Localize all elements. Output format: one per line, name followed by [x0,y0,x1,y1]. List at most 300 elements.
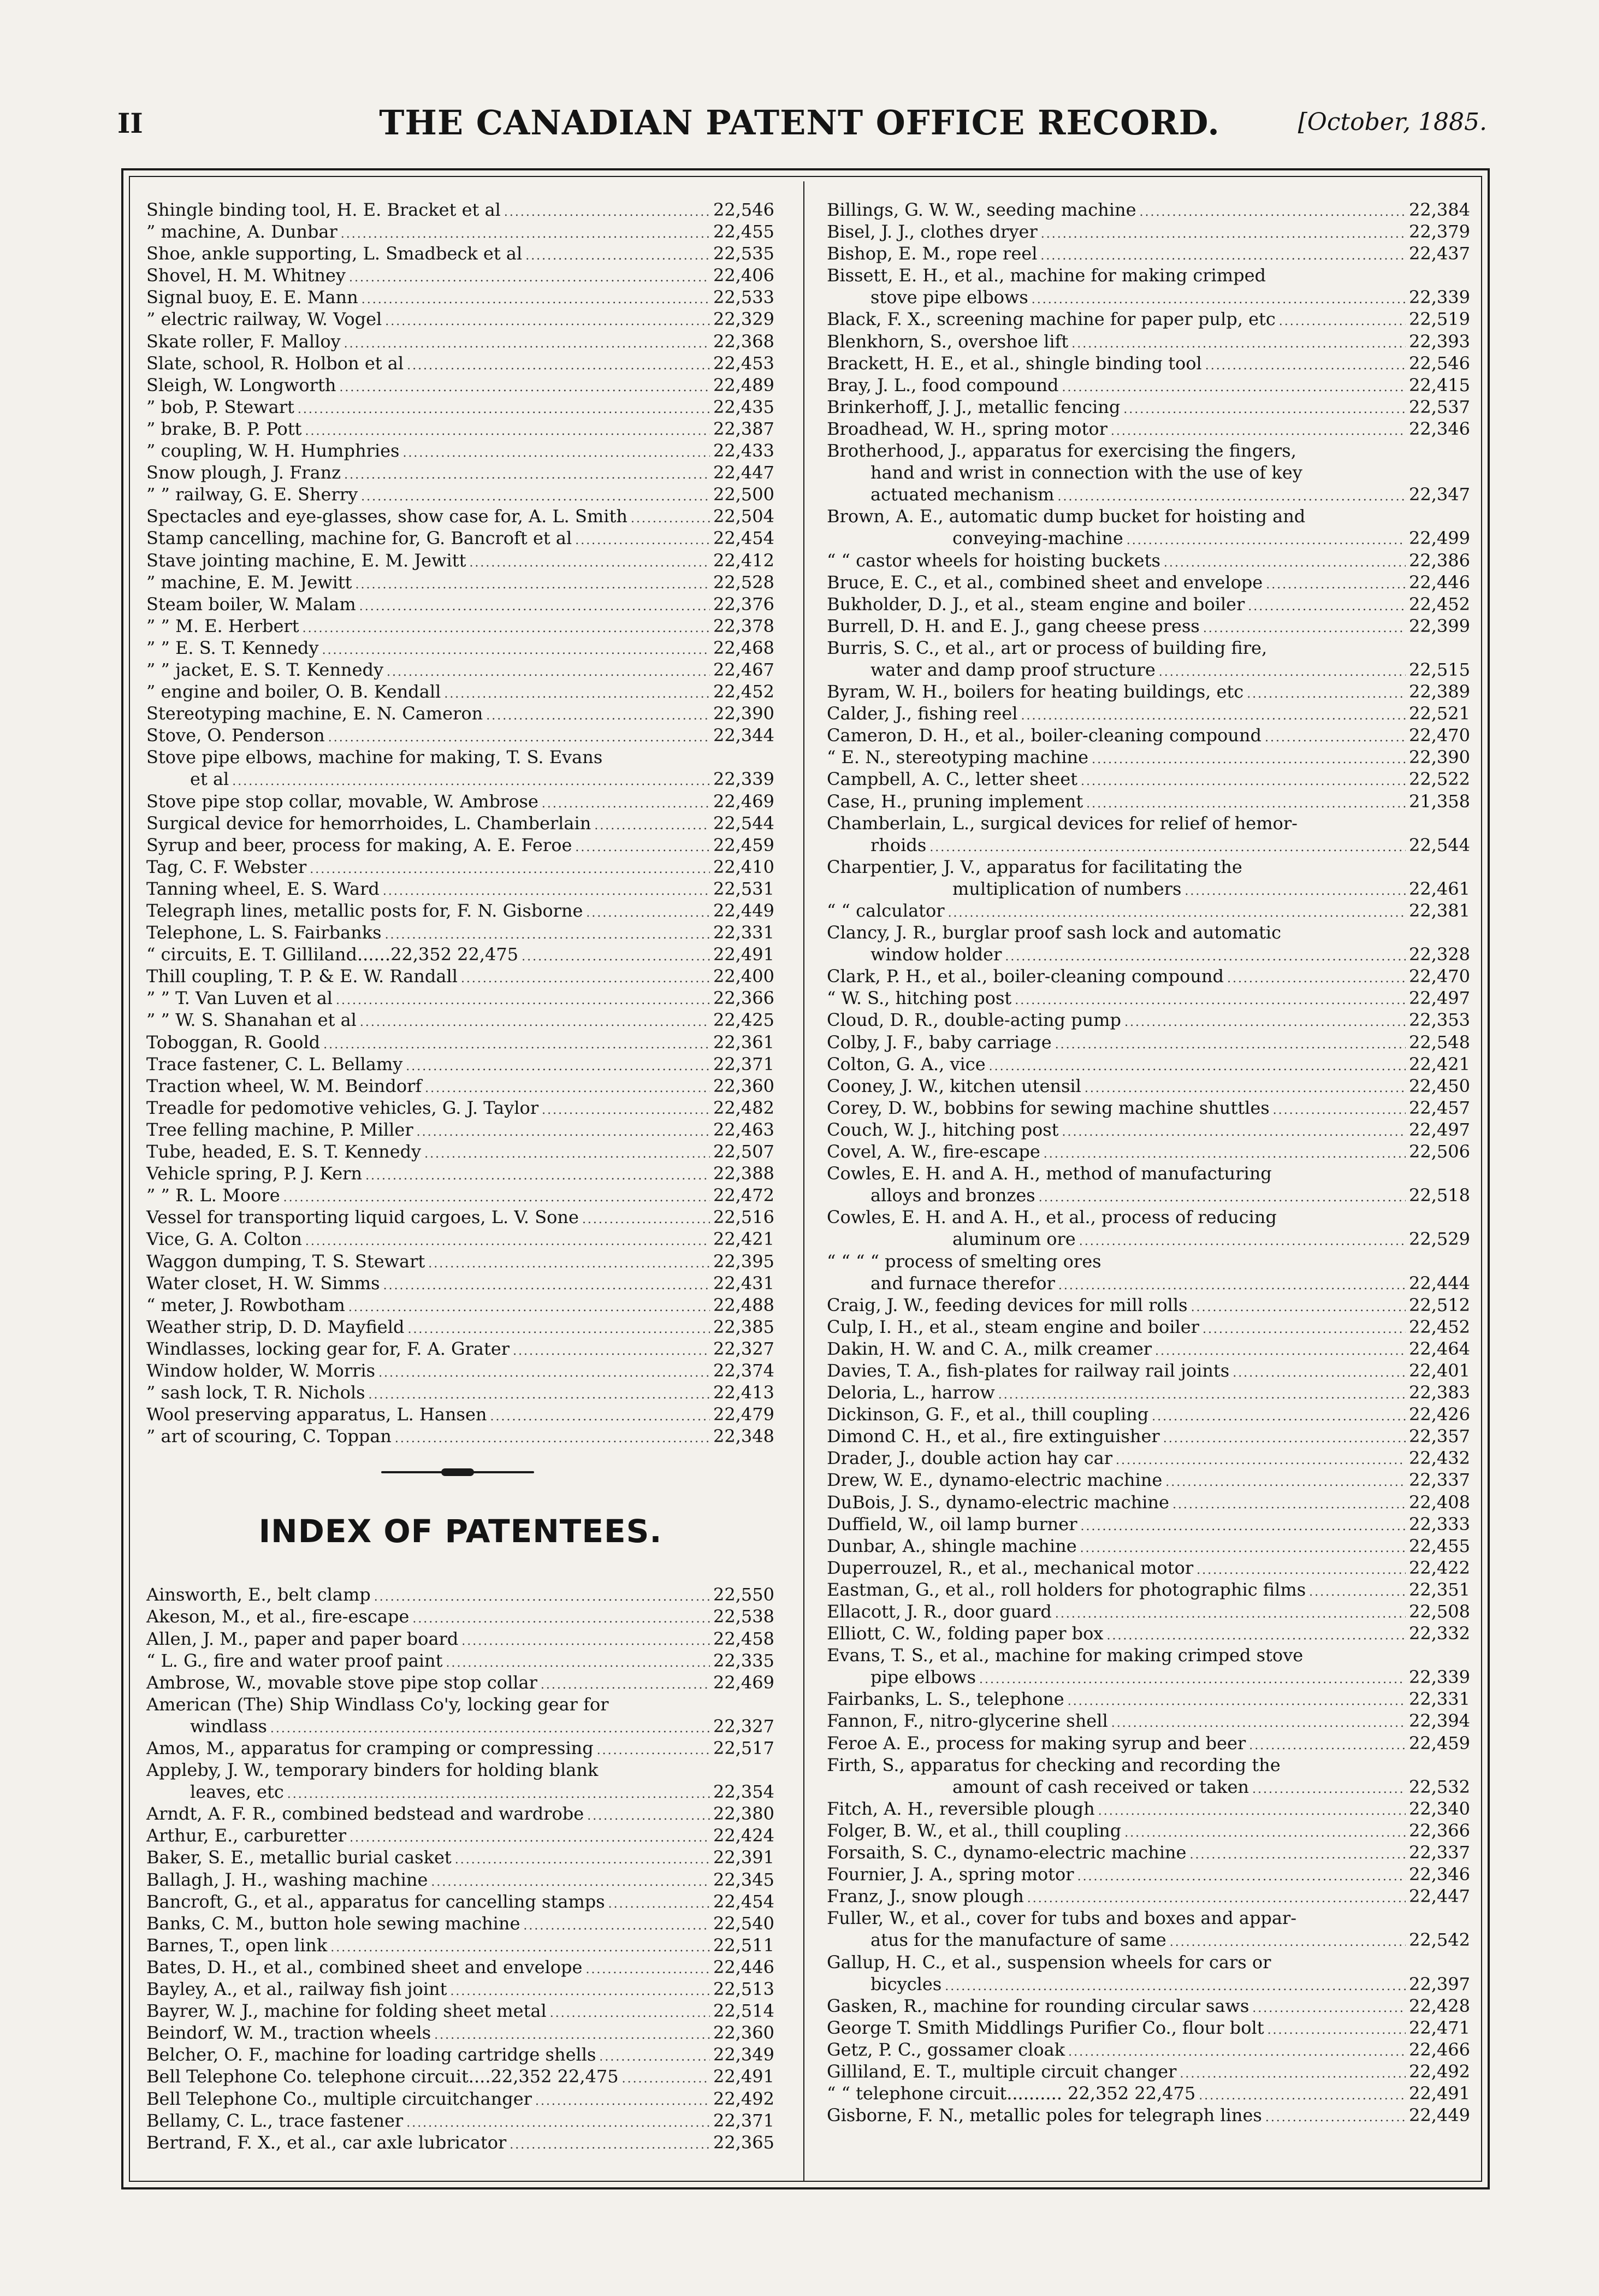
dot-leader [1266,571,1406,596]
index-entry [146,1294,774,1316]
patent-number: 22,453 [713,352,774,374]
patent-number: 22,394 [1409,1710,1470,1732]
patent-number: 22,532 [1409,1776,1470,1797]
dot-leader [303,615,710,640]
dot-leader [608,1891,710,1915]
entry-text: water and damp proof structure [870,659,1156,680]
index-entry [146,264,774,286]
index-entry [827,1754,1470,1776]
entry-text: Ellacott, J. R., door guard [827,1601,1052,1622]
dot-leader [1058,483,1406,508]
entry-text: Thill coupling, T. P. & E. W. Randall [146,966,458,987]
index-entry [827,2017,1470,2039]
dot-leader [359,593,710,618]
entry-text: Blenkhorn, S., overshoe lift [827,330,1069,352]
entry-text: Gilliland, E. T., multiple circuit changer [827,2061,1177,2082]
patent-number: 22,366 [713,988,774,1009]
index-entry [146,527,774,549]
patent-number: 22,371 [713,2110,774,2131]
dot-leader [1199,2082,1406,2107]
entry-text: Tree felling machine, P. Miller [146,1119,413,1140]
patent-number: 22,391 [713,1847,774,1868]
entry-text: ” machine, A. Dunbar [146,221,337,243]
patent-number: 22,452 [713,681,774,703]
index-entry [146,1869,774,1891]
dot-leader [586,900,710,924]
dot-leader [1079,1228,1406,1253]
index-entry [827,1206,1470,1228]
index-entry [146,243,774,264]
index-entry [827,1141,1470,1162]
entry-text: American (The) Ship Windlass Co'y, locking gear for [146,1693,609,1715]
dot-leader [1191,1294,1406,1319]
index-entry [827,1907,1470,1929]
index-entry [827,2104,1470,2126]
entry-text: Stove pipe stop collar, movable, W. Ambrose [146,790,538,812]
entry-text: Cameron, D. H., et al., boiler-cleaning compound [827,725,1262,746]
index-entry [146,637,774,659]
dot-leader [1247,681,1406,705]
entry-text: Deloria, L., harrow [827,1382,995,1403]
index-entry [146,1360,774,1382]
index-entry [827,768,1470,790]
dot-leader [1309,1579,1406,1603]
dot-leader [305,1228,710,1253]
patent-number: 22,468 [713,637,774,658]
index-entry [827,527,1470,549]
entry-text: ” bob, P. Stewart [146,396,294,417]
index-entry [827,1075,1470,1097]
index-entry [146,1934,774,1956]
entry-text: Ballagh, J. H., washing machine [146,1869,428,1890]
dot-leader [434,2022,710,2046]
index-entry [146,374,774,396]
patent-number: 22,542 [1409,1929,1470,1951]
patent-number: 22,408 [1409,1491,1470,1513]
entry-text: Eastman, G., et al., roll holders for photographic films [827,1579,1306,1600]
index-entry [827,1666,1470,1688]
index-entry [827,2039,1470,2061]
entry-text: Stove, O. Penderson [146,725,325,746]
entry-text: Duffield, W., oil lamp burner [827,1513,1077,1534]
page-number: II [117,107,143,139]
patent-number: 22,515 [1409,659,1470,680]
dot-leader [356,571,710,596]
patent-number: 22,550 [713,1584,774,1606]
entry-text: Colby, J. F., baby carriage [827,1031,1052,1053]
patent-number: 22,354 [713,1781,774,1803]
patent-number: 22,546 [713,199,774,220]
index-of-patentees-heading: INDEX OF PATENTEES. [258,1513,662,1550]
index-entry [146,1097,774,1119]
entry-text: Cooney, J. W., kitchen utensil [827,1075,1081,1096]
index-entry [146,1009,774,1031]
patent-number: 22,412 [713,550,774,571]
entry-text: Vice, G. A. Colton [146,1229,302,1250]
patent-number: 22,327 [713,1715,774,1737]
index-entry [827,505,1470,527]
entry-text: George T. Smith Middlings Purifier Co., flour bolt [827,2017,1264,2038]
entry-text: Shovel, H. M. Whitney [146,265,346,286]
index-entry [146,1228,774,1250]
entry-text: Corey, D. W., bobbins for sewing machine shuttles [827,1097,1270,1118]
patent-number: 22,488 [713,1294,774,1315]
index-entry [146,1338,774,1360]
patent-number: 22,348 [713,1426,774,1447]
index-entry [146,724,774,746]
entry-text: ” coupling, W. H. Humphries [146,440,400,462]
dot-leader [1015,987,1406,1012]
entry-text: Vessel for transporting liquid cargoes, L. V. Sone [146,1207,579,1228]
entry-text: ” ” W. S. Shanahan et al [146,1010,357,1031]
index-entry [827,1382,1470,1403]
dot-leader [1268,2017,1406,2041]
dot-leader [1055,1601,1406,1625]
patent-number: 22,339 [1409,287,1470,308]
index-entry [827,1579,1470,1601]
patent-number: 22,383 [1409,1382,1470,1403]
dot-leader [1123,396,1406,421]
index-entry [146,1382,774,1403]
index-entry [827,483,1470,505]
patent-number: 22,371 [713,1053,774,1075]
patent-number: 22,467 [713,659,774,680]
entry-text: Franz, J., snow plough [827,1886,1024,1907]
patent-number: 22,446 [713,1956,774,1978]
dot-leader [1203,1316,1406,1341]
patent-number: 22,540 [713,1913,774,1934]
patent-number: 22,469 [713,790,774,812]
dot-leader [283,1184,710,1209]
patent-number: 22,507 [713,1141,774,1162]
index-entry [146,1250,774,1272]
index-entry [827,199,1470,221]
entry-text: Dakin, H. W. and C. A., milk creamer [827,1338,1152,1359]
patent-number: 22,449 [713,900,774,921]
entry-text: “ L. G., fire and water proof paint [146,1650,443,1671]
dot-leader [348,1294,710,1319]
dot-leader [929,834,1406,859]
patent-number: 22,360 [713,2022,774,2044]
patent-number: 22,422 [1409,1557,1470,1578]
dot-leader [1205,352,1406,377]
entry-text: Water closet, H. W. Simms [146,1272,380,1294]
index-entry [146,1956,774,1978]
patent-number: 22,466 [1409,2039,1470,2060]
entry-text: Baker, S. E., metallic burial casket [146,1847,452,1868]
entry-text: Getz, P. C., gossamer cloak [827,2039,1065,2060]
patent-number: 22,374 [713,1360,774,1381]
index-entry [827,746,1470,768]
index-entry [146,922,774,943]
index-entry [146,1272,774,1294]
index-entry [827,1513,1470,1535]
index-entry [827,308,1470,330]
entry-text: ” ” R. L. Moore [146,1185,280,1206]
index-entry [146,1075,774,1097]
patent-number: 22,458 [713,1628,774,1649]
entry-text: Spectacles and eye-glasses, show case for, A. L. Smith [146,506,627,527]
index-entry [827,615,1470,637]
dot-leader [1248,593,1406,618]
patent-number: 22,528 [713,571,774,593]
index-entry [827,1535,1470,1557]
entry-text: Cowles, E. H. and A. H., method of manufacturing [827,1163,1272,1184]
dot-leader [631,505,710,530]
dot-leader [412,1606,710,1630]
index-entry [827,1119,1470,1141]
dot-leader [1040,243,1406,267]
index-entry [146,1403,774,1425]
entry-text: ” electric railway, W. Vogel [146,309,382,330]
index-entry [827,1973,1470,1995]
index-entry [146,352,774,374]
entry-text: Bell Telephone Co. telephone circuit....22,352 22,475 [146,2066,619,2087]
patent-number: 22,492 [713,2088,774,2109]
patent-number: 22,513 [713,1979,774,2000]
entry-text: ” brake, B. P. Pott [146,418,302,439]
entry-text: Gasken, R., machine for rounding circular saws [827,1995,1249,2016]
entry-text: “ meter, J. Rowbotham [146,1294,345,1315]
patent-number: 22,376 [713,593,774,615]
dot-leader [330,1934,710,1959]
patent-number: 22,548 [1409,1031,1470,1053]
dot-leader [428,1250,710,1275]
entry-text: Shoe, ankle supporting, L. Smadbeck et al [146,243,523,264]
entry-text: DuBois, J. S., dynamo-electric machine [827,1491,1169,1513]
index-entry [827,462,1470,483]
patent-number: 22,353 [1409,1010,1470,1031]
patent-number: 22,424 [713,1825,774,1846]
entry-text: Treadle for pedomotive vehicles, G. J. Taylor [146,1097,539,1118]
index-entry [146,812,774,834]
subject-index-list [146,199,774,1447]
entry-text: “ circuits, E. T. Gilliland......22,352 22,475 [146,944,519,965]
dot-leader [328,724,710,749]
entry-text: Slate, school, R. Holbon et al [146,352,404,374]
index-entry [146,615,774,637]
index-entry [827,965,1470,987]
entry-text: Bell Telephone Co., multiple circuitchanger [146,2088,532,2109]
dot-leader [1203,615,1406,640]
patent-number: 22,538 [713,1606,774,1627]
patent-number: 22,537 [1409,396,1470,417]
patent-number: 22,390 [1409,747,1470,768]
patent-number: 22,421 [713,1229,774,1250]
entry-text: Couch, W. J., hitching post [827,1119,1059,1140]
dot-leader [378,1360,710,1384]
index-entry [827,1097,1470,1119]
patent-number: 22,459 [1409,1732,1470,1754]
entry-text: Bisel, J. J., clothes dryer [827,221,1038,243]
patent-number: 22,357 [1409,1426,1470,1447]
patent-number: 22,463 [713,1119,774,1140]
dot-leader [341,221,710,245]
right-column [827,199,1470,2126]
entry-text: Dickinson, G. F., et al., thill coupling [827,1404,1149,1425]
patent-number: 22,544 [1409,834,1470,855]
dot-leader [424,1141,710,1165]
entry-text: amount of cash received or taken [952,1776,1249,1797]
patent-number: 22,531 [713,878,774,899]
index-entry [146,965,774,987]
entry-text: Traction wheel, W. M. Beindorf [146,1075,422,1096]
patent-number: 22,340 [1409,1798,1470,1819]
dot-leader [1106,1622,1406,1647]
dot-leader [1172,1491,1406,1516]
dot-leader [349,264,710,289]
patent-number: 22,479 [713,1404,774,1425]
dot-leader [1081,1513,1406,1538]
entry-text: Fuller, W., et al., cover for tubs and boxes and appar- [827,1908,1296,1929]
index-entry [146,396,774,418]
dot-leader [522,943,710,968]
index-entry [827,1360,1470,1382]
index-entry [146,1162,774,1184]
entry-text: Beindorf, W. M., traction wheels [146,2022,431,2044]
patent-number: 22,437 [1409,243,1470,264]
dot-leader [1249,1732,1406,1757]
index-entry [146,2065,774,2087]
patent-number: 22,365 [713,2132,774,2153]
index-entry [146,1628,774,1650]
entry-text: Stereotyping machine, E. N. Cameron [146,703,483,724]
index-entry [827,637,1470,659]
entry-text: Evans, T. S., et al., machine for making crimped stove [827,1645,1304,1666]
patent-number: 22,491 [713,944,774,965]
entry-text: Black, F. X., screening machine for paper pulp, etc [827,309,1276,330]
dot-leader [362,286,710,311]
entry-text: Bukholder, D. J., et al., steam engine and boiler [827,593,1245,615]
patent-number: 22,446 [1409,571,1470,593]
entry-text: Burris, S. C., et al., art or process of building fire, [827,637,1268,658]
dot-leader [945,1973,1406,1998]
dot-leader [1163,1425,1406,1450]
patent-number: 22,406 [713,265,774,286]
index-entry [827,1403,1470,1425]
patent-number: 22,500 [713,484,774,505]
index-entry [827,1929,1470,1951]
patentee-list-a-b [146,1584,774,2153]
entry-text: actuated mechanism [870,484,1055,505]
index-entry [827,1250,1470,1272]
dot-leader [455,1846,710,1871]
patent-number: 22,345 [713,1869,774,1890]
patent-number: 22,514 [713,2000,774,2022]
patent-number: 22,461 [1409,878,1470,899]
dot-leader [369,1382,710,1406]
dot-leader [1068,1688,1406,1713]
index-entry [827,1644,1470,1666]
index-entry [146,1031,774,1053]
entry-text: ” ” jacket, E. S. T. Kennedy [146,659,384,680]
dot-leader [575,834,710,859]
dot-leader [1159,659,1406,683]
index-entry [146,681,774,703]
dot-leader [361,483,710,508]
patent-number: 22,328 [1409,944,1470,965]
dot-leader [486,703,710,727]
dot-leader [387,659,710,683]
entry-text: Calder, J., fishing reel [827,703,1018,724]
index-entry [827,878,1470,900]
patent-number: 22,499 [1409,528,1470,549]
index-entry [146,834,774,856]
dot-leader [1062,374,1406,399]
index-entry [146,2132,774,2153]
entry-text: window holder [870,944,1002,965]
dot-leader [550,2000,710,2025]
patent-number: 22,415 [1409,374,1470,396]
dot-leader [1180,2061,1406,2085]
patent-number: 22,518 [1409,1185,1470,1206]
entry-text: multiplication of numbers [952,878,1182,899]
index-entry [146,900,774,922]
patent-number: 22,384 [1409,199,1470,220]
dot-leader [1185,878,1406,902]
index-entry [827,659,1470,681]
dot-leader [1124,1009,1406,1034]
entry-text: Duperrouzel, R., et al., mechanical motor [827,1557,1194,1578]
index-entry [827,1469,1470,1491]
index-entry [146,987,774,1009]
patent-number: 22,366 [1409,1820,1470,1841]
entry-text: Covel, A. W., fire-escape [827,1141,1040,1162]
dot-leader [1071,330,1406,355]
index-entry [827,681,1470,703]
entry-text: Snow plough, J. Franz [146,462,341,483]
entry-text: hand and wrist in connection with the use of key [870,462,1302,483]
dot-leader [1116,1447,1406,1472]
dot-leader [585,1956,710,1981]
dot-leader [450,1978,710,2003]
entry-text: conveying-machine [952,528,1123,549]
dot-leader [510,2132,710,2156]
index-entry [146,2000,774,2022]
entry-text: Toboggan, R. Goold [146,1031,321,1053]
dot-leader [1111,1710,1406,1734]
patent-number: 22,387 [713,418,774,439]
index-entry [827,703,1470,724]
dot-leader [1092,746,1406,771]
dot-leader [979,1666,1406,1691]
entry-text: Amos, M., apparatus for cramping or compressing [146,1738,594,1758]
dot-leader [461,965,710,990]
dot-leader [535,2088,710,2112]
index-entry [146,1693,774,1715]
patent-number: 22,351 [1409,1579,1470,1600]
index-entry [146,1803,774,1825]
index-entry [146,2110,774,2132]
patent-number: 22,455 [713,221,774,243]
index-entry [827,1009,1470,1031]
patent-number: 22,447 [1409,1886,1470,1907]
index-entry [827,1885,1470,1907]
entry-text: Telephone, L. S. Fairbanks [146,922,382,943]
index-entry [827,790,1470,812]
dot-leader [402,440,710,464]
dot-leader [1265,2104,1406,2129]
patent-number: 22,457 [1409,1097,1470,1118]
entry-text: Allen, J. M., paper and paper board [146,1628,459,1649]
index-entry [146,1141,774,1162]
entry-text: “ “ “ “ process of smelting ores [827,1250,1101,1272]
entry-text: Fournier, J. A., spring motor [827,1864,1074,1885]
dot-leader [350,1825,710,1849]
entry-text: Weather strip, D. D. Mayfield [146,1316,405,1337]
dot-leader [1197,1557,1406,1581]
entry-text: Telegraph lines, metallic posts for, F. N. Gisborne [146,900,583,921]
